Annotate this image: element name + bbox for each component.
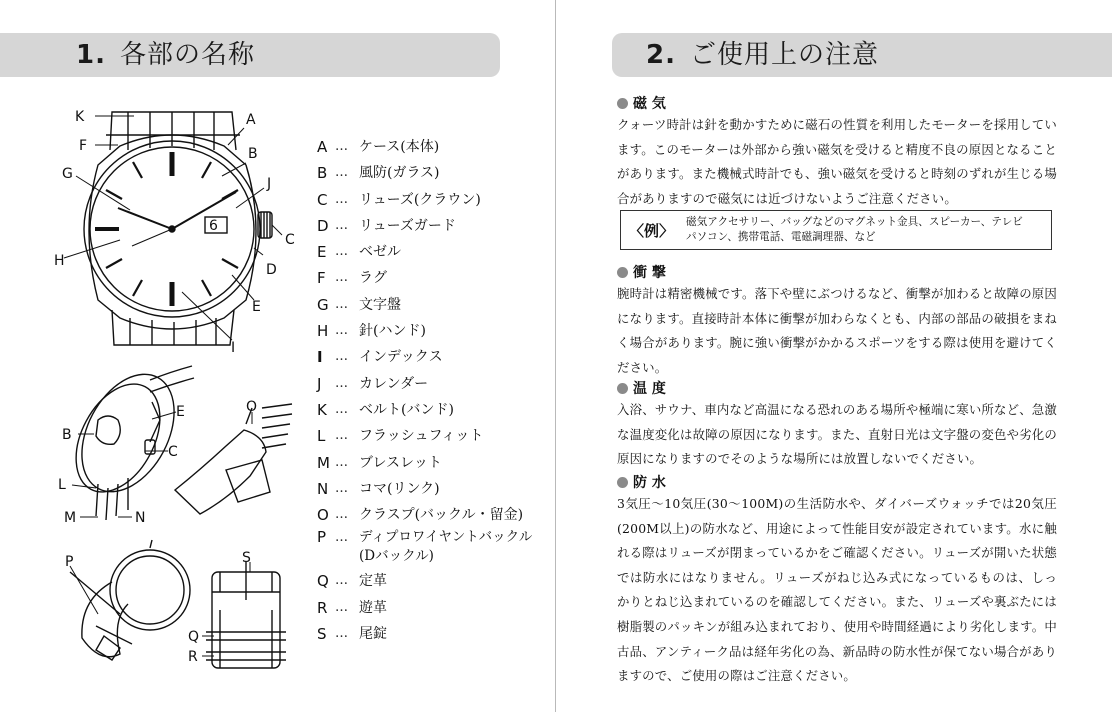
example-box [620, 210, 1052, 250]
section-temperature [617, 378, 1057, 472]
parts-list [317, 134, 557, 647]
example-text: 磁気アクセサリー、バッグなどのマグネット金具、スピーカー、テレビ パソコン、携帯電話、電磁調理器、など [686, 216, 1023, 243]
part-item: P … ディプロワイヤントバックル (Dバックル) [317, 528, 533, 565]
label-B-side: B [62, 427, 72, 443]
part-item: E … ベゼル [317, 243, 401, 262]
bullet-icon [617, 267, 628, 278]
part-item: H … 針(ハンド) [317, 322, 426, 341]
label-C-side: C [168, 444, 178, 460]
part-item: Q … 定革 [317, 572, 387, 591]
section-banner-cautions [612, 33, 1112, 77]
section-shock [617, 262, 1057, 380]
label-L: L [58, 477, 66, 493]
label-F: F [79, 138, 88, 154]
section-body: 入浴、サウナ、車内など高温になる恐れのある場所や極端に寒い所など、急激な温度変化は故障の原因になります。また、直射日光は文字盤の変色や劣化の原因になりますのでそのような場所には放置しないでください。 [617, 402, 1057, 467]
part-item: A … ケース(本体) [317, 138, 440, 156]
part-item: M … ブレスレット [317, 453, 442, 472]
section-heading: 磁 気 [617, 93, 1057, 113]
label-K: K [75, 109, 85, 125]
part-item: K … ベルト(バンド) [317, 400, 454, 419]
part-item: L … フラッシュフィット [317, 427, 484, 446]
label-N: N [135, 510, 146, 526]
part-item: N … コマ(リンク) [317, 479, 440, 498]
example-tag: 〈例〉 [629, 221, 675, 240]
section-body: 3気圧〜10気圧(30〜100M)の生活防水や、ダイバーズウォッチでは20気圧(200M以上)の防水など、用途によって性能目安が設定されています。水に触れる際はリューズが閉まっているかをご確認ください。リューズが開いた状態では防水にはなりません。リューズがねじ込み式になっているものは、しっかりとねじ込まれているのを確認してください。また、リューズや裏ぶたには樹脂製のパッキンが組み込まれており、使用や時間経過により劣化します。中古品、アンティーク品は経年劣化の為、新品時の防水性が保てない場合がありますので、ご使用の際はご注意ください。 [617, 496, 1057, 684]
section-water-resistance [617, 472, 1057, 689]
label-J: J [267, 176, 272, 192]
part-item: F … ラグ [317, 269, 387, 288]
label-Q: Q [188, 629, 200, 645]
bullet-icon [617, 383, 628, 394]
label-R: R [188, 649, 198, 665]
watch-side-view [59, 359, 194, 520]
section-title: 各部の名称 [119, 40, 255, 70]
part-item: B … 風防(ガラス) [317, 164, 440, 183]
part-item: R … 遊革 [317, 598, 387, 617]
label-B: B [248, 146, 258, 162]
bullet-icon [617, 98, 628, 109]
section-number: 1. [76, 40, 106, 70]
page-divider [555, 0, 556, 712]
section-magnetism [617, 93, 1057, 211]
section-body: クォーツ時計は針を動かすために磁石の性質を利用したモーターを採用しています。このモーターは外部から強い磁気を受けると精度不良の原因となることがあります。また機械式時計でも、強い磁気を受けると時刻のずれが生じる場合がありますので磁気には近づけないようご注意ください。 [617, 117, 1057, 206]
label-E-side: E [176, 404, 185, 420]
part-item: C … リューズ(クラウン) [317, 190, 481, 209]
label-G: G [62, 166, 73, 182]
section-number: 2. [646, 40, 676, 70]
label-A: A [246, 112, 256, 128]
label-S: S [242, 550, 251, 566]
part-item: G … 文字盤 [317, 295, 401, 314]
clasp-view [175, 404, 292, 514]
part-item: I … インデックス [317, 348, 443, 367]
part-item: O … クラスプ(バックル・留金) [317, 506, 524, 525]
strap-buckle-view [206, 562, 286, 668]
d-buckle-view [70, 540, 190, 660]
part-item: D … リューズガード [317, 216, 456, 235]
label-I: I [231, 340, 236, 356]
label-H: H [54, 253, 65, 269]
part-item: J … カレンダー [317, 374, 429, 393]
section-title: ご使用上の注意 [689, 40, 879, 70]
section-heading: 温 度 [617, 378, 1057, 398]
label-P: P [65, 554, 74, 570]
part-item: S … 尾錠 [317, 625, 387, 644]
label-D: D [266, 262, 277, 278]
bullet-icon [617, 477, 628, 488]
label-O: O [246, 399, 258, 415]
label-E: E [252, 299, 261, 315]
date-window-text: 6 [209, 218, 218, 234]
label-M: M [64, 510, 77, 526]
section-heading: 防 水 [617, 472, 1057, 492]
section-body: 腕時計は精密機械です。落下や壁にぶつけるなど、衝撃が加わると故障の原因になります。直接時計本体に衝撃が加わらなくとも、内部の部品の破損をまねく場合があります。腕に強い衝撃がかかるスポーツをする際は使用を避けてください。 [617, 286, 1057, 375]
bracelet-bottom [112, 310, 234, 345]
section-heading: 衝 撃 [617, 262, 1057, 282]
label-C: C [285, 232, 295, 248]
watch-hands [118, 192, 236, 246]
